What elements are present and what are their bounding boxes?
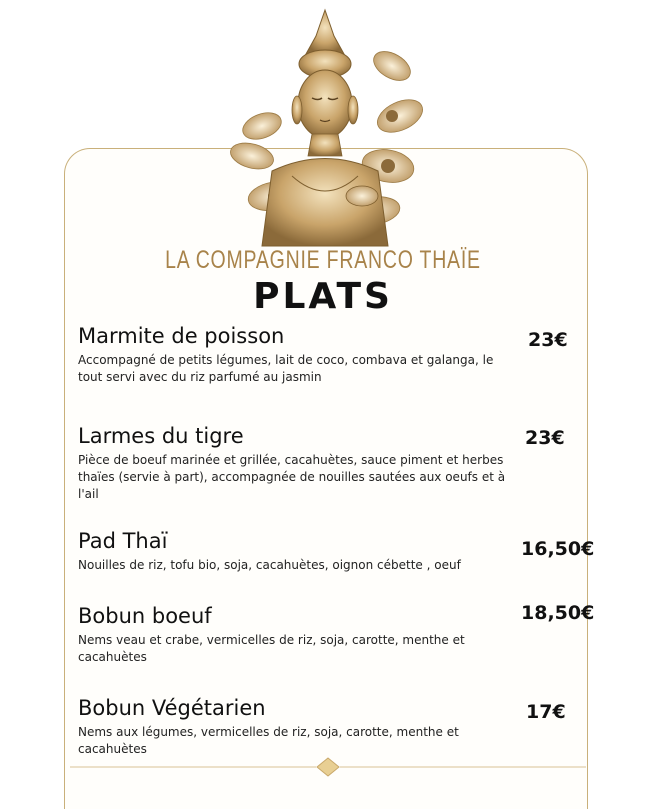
dish-item [78,423,578,503]
dish-name: Bobun boeuf [78,604,212,628]
dish-description: Accompagné de petits légumes, lait de coco, combava et galanga, le tout servi avec du riz parfumé au jasmin [78,353,494,384]
dish-item [78,695,578,758]
dish-price: 17€ [526,701,566,723]
restaurant-brand: LA COMPAGNIE FRANCO THAÏE [165,246,481,274]
dish-name: Marmite de poisson [78,324,285,348]
section-title: PLATS [253,276,393,317]
dish-item [78,323,578,386]
diamond-ornament-icon [0,757,646,777]
dish-name: Larmes du tigre [78,424,244,448]
dish-price: 16,50€ [521,538,595,560]
dish-price: 23€ [528,329,568,351]
dish-price: 18,50€ [521,602,595,624]
dish-item [78,528,578,574]
dish-name: Bobun Végétarien [78,696,266,720]
dish-description: Nems aux légumes, vermicelles de riz, soja, carotte, menthe et cacahuètes [78,725,459,756]
dish-name: Pad Thaï [78,529,168,553]
dish-price: 23€ [525,427,565,449]
dish-item [78,603,578,666]
dish-description: Pièce de boeuf marinée et grillée, cacahuètes, sauce piment et herbes thaïes (servie à part), accompagnée de nouilles sautées aux oeufs et à l'ail [78,453,506,501]
dish-description: Nems veau et crabe, vermicelles de riz, soja, carotte, menthe et cacahuètes [78,633,465,664]
buddha-statue-icon [222,6,428,252]
dish-description: Nouilles de riz, tofu bio, soja, cacahuètes, oignon cébette , oeuf [78,558,461,572]
